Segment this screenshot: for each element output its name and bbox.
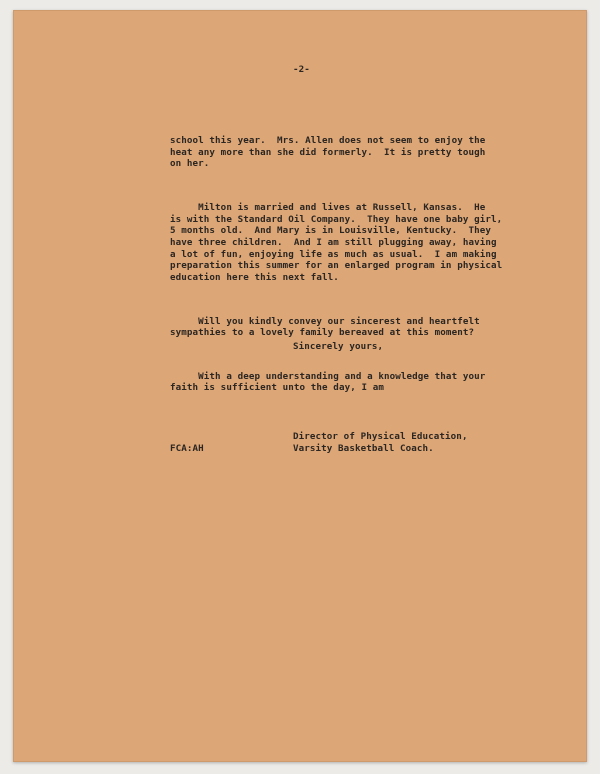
- paragraph-2: Milton is married and lives at Russell, Kansas. He is with the Standard Oil Company. They have one baby girl, 5 months old. And Mary is in Louisville, Kentucky. They have three children. And I am still plugging away, having a lot of fun, enjoying life as much as usual. I am making preparation this summer for an enlarged program in physical education here this next fall.: [170, 202, 503, 283]
- closing-line: Sincerely yours,: [293, 341, 384, 352]
- signature-block: Director of Physical Education, Varsity Basketball Coach.: [293, 431, 468, 454]
- paragraph-1: school this year. Mrs. Allen does not seem to enjoy the heat any more than she did formerly. It is pretty tough on her.: [170, 135, 486, 170]
- letter-body: [170, 112, 502, 426]
- reference-initials: FCA:AH: [170, 443, 204, 454]
- paragraph-3: Will you kindly convey our sincerest and heartfelt sympathies to a lovely family bereaved at this moment?: [170, 315, 480, 339]
- paragraph-4: With a deep understanding and a knowledge that your faith is sufficient unto the day, I am: [170, 370, 486, 394]
- page-number: -2-: [293, 64, 310, 75]
